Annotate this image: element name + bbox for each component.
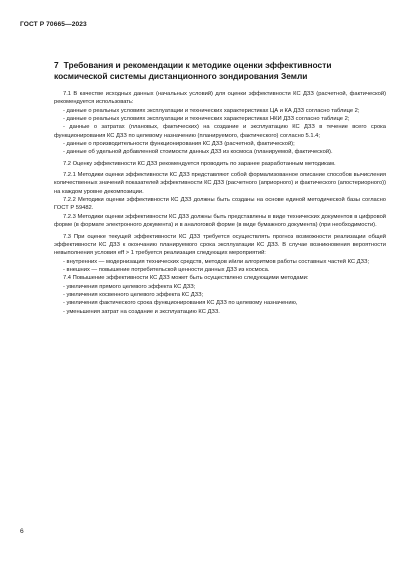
paragraph-7-2-3: 7.2.3 Методики оценки эффективности КС ДЗЗ должны быть представлены в виде технических документов в цифровой форме (в формате электронного документа) и в аналоговой форме (в виде бумажного документа) (при необходимости).	[54, 213, 386, 229]
list-item: - данные о затратах (плановых, фактических) на создание и эксплуатацию КС ДЗЗ в течение всего срока функционирования КС ДЗЗ по целевому назначению (планируемого, фактического) согласно 5.1.4;	[54, 124, 386, 139]
paragraph-7-3: 7.3 При оценке текущей эффективности КС ДЗЗ требуется осуществлять прогноз возможности реализации общей эффективности КС ДЗЗ к окончанию планируемого срока эксплуатации КС ДЗЗ. В случае возникновения вероятности невыполнения условия eff > 1 требуется реализация следующих мероприятий:	[54, 233, 386, 257]
list-item: - внешних — повышение потребительской ценности данных ДЗЗ из космоса.	[63, 266, 270, 273]
list-item: - увеличения фактического срока функционирования КС ДЗЗ по целевому назначению,	[63, 300, 298, 307]
list-item: - увеличения прямого целевого эффекта КС ДЗЗ;	[63, 283, 196, 290]
paragraph-7-4: 7.4 Повышение эффективности КС ДЗЗ может быть осуществлено следующими методами:	[63, 275, 309, 282]
list-item: - данные о реальных условиях эксплуатации и технических характеристиках НКИ ДЗЗ согласно таблице 2;	[63, 116, 350, 123]
list-item: - данные об удельной добавленной стоимости данных ДЗЗ из космоса (планируемой, фактической).	[63, 149, 333, 156]
section-body	[54, 90, 386, 316]
paragraph-7-2-2: 7.2.2 Методики оценки эффективности КС ДЗЗ должны быть созданы на основе единой методической базы согласно ГОСТ Р 59482.	[54, 197, 386, 212]
section-number: 7	[54, 60, 59, 70]
page-number: 6	[20, 528, 24, 535]
list-item: - данные о производительности функционирования КС ДЗЗ (расчетной, фактической);	[63, 141, 295, 148]
section-title	[54, 60, 374, 82]
paragraph-7-1: 7.1 В качестве исходных данных (начальных условий) для оценки эффективности КС ДЗЗ (расчетной, фактической) рекомендуется использовать:	[54, 91, 386, 106]
list-item: - увеличения косвенного целевого эффекта КС ДЗЗ;	[63, 291, 204, 298]
paragraph-7-2-1: 7.2.1 Методики оценки эффективности КС ДЗЗ представляют собой формализованное описание способов вычисления количественных значений показателей эффективности КС ДЗЗ (расчетного (априорного) и фактического (апостериорного)) на каждом уровне декомпозиции.	[54, 172, 386, 195]
standard-header: ГОСТ Р 70665—2023	[20, 21, 87, 28]
section-title-text: Требования и рекомендации к методике оценки эффективности космической системы дистанционного зондирования Земли	[54, 60, 332, 81]
list-item: - данные о реальных условиях эксплуатации и технических характеристиках ЦА и КА ДЗЗ согласно таблице 2;	[63, 107, 360, 114]
paragraph-7-2: 7.2 Оценку эффективности КС ДЗЗ рекомендуется проводить по заранее разработанным методикам.	[63, 160, 336, 167]
list-item: - внутренних — модернизация технических средств, методов и/или алгоритмов работы составных частей КС ДЗЗ;	[63, 258, 370, 265]
list-item: - уменьшения затрат на создание и эксплуатацию КС ДЗЗ.	[63, 308, 220, 315]
